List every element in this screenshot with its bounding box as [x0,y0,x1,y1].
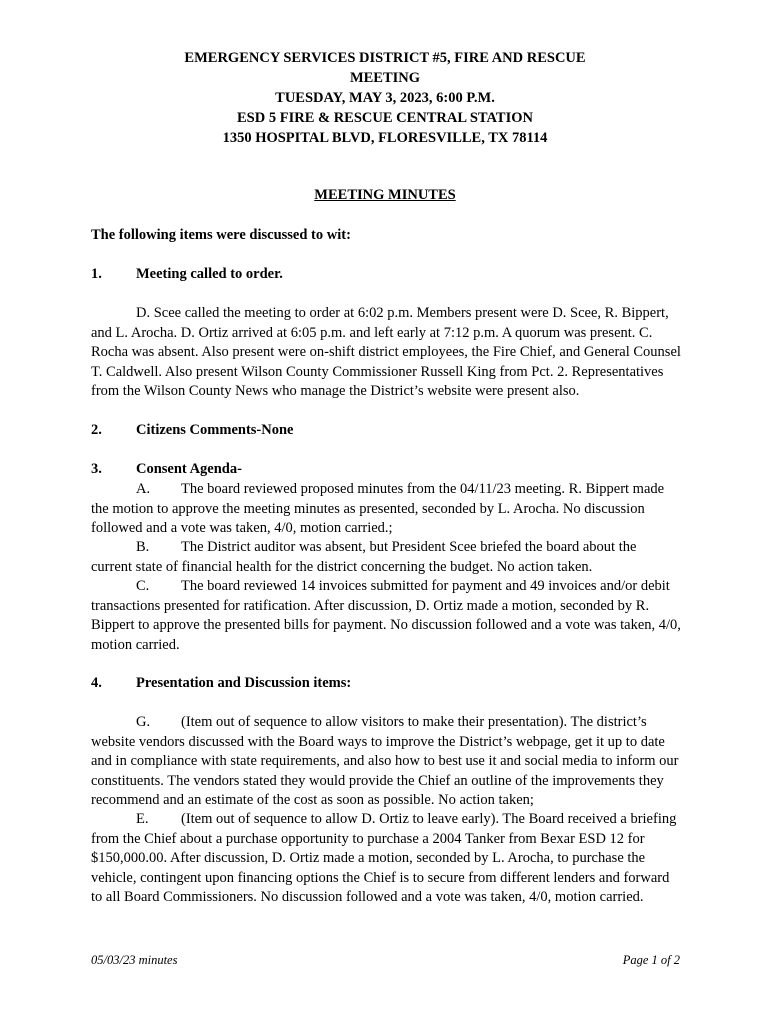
item-b-paragraph [91,538,681,577]
section-title: Citizens Comments-None [136,422,294,438]
item-letter: G. [136,714,151,730]
meeting-header [0,48,770,148]
section-number: 1. [91,266,102,282]
header-line-1: EMERGENCY SERVICES DISTRICT #5, FIRE AND RESCUE [184,50,586,66]
section-1-heading [91,266,283,283]
section-title: Consent Agenda- [136,461,242,477]
section-2-heading [91,422,293,439]
item-text: (Item out of sequence to allow D. Ortiz to leave early). The Board received a briefing from the Chief about a purchase opportunity to purchase a 2004 Tanker from Bexar ESD 12 for $150,000.00. After discussion, D. Ortiz made a motion, seconded by L. Arocha, to purchase the vehicle, contingent upon financing options the Chief is to secure from different lenders and forward to all Board Commissioners. No discussion followed and a vote was taken, 4/0, motion carried. [91,811,677,905]
footer-page-number: Page 1 of 2 [622,953,680,967]
footer-date: 05/03/23 minutes [91,953,178,967]
section-number: 2. [91,422,102,438]
section-number: 4. [91,675,102,691]
item-e-paragraph [91,810,681,908]
item-letter: C. [136,578,150,594]
item-text: (Item out of sequence to allow visitors to make their presentation). The district’s website vendors discussed with the Board ways to improve the District’s webpage, get it up to date and in compliance with state requirements, and also how to best use it and social media to inform our constituents. The vendors stated they would provide the Chief an outline of the improvements they recommend and an estimate of the cost as soon as possible. No action taken; [91,714,679,808]
item-letter: A. [136,481,151,497]
header-line-3: TUESDAY, MAY 3, 2023, 6:00 P.M. [275,90,495,106]
item-text: The District auditor was absent, but President Scee briefed the board about the current state of financial health for the district concerning the budget. No action taken. [91,539,637,575]
section-3-heading [91,461,242,478]
item-letter: E. [136,811,149,827]
item-c-paragraph [91,577,681,655]
header-line-2: MEETING [349,70,421,86]
item-text: The board reviewed proposed minutes from the 04/11/23 meeting. R. Bippert made the motion to approve the meeting minutes as presented, seconded by L. Arocha. No discussion followed and a vote was taken, 4/0, motion carried.; [91,481,665,536]
section-title: Presentation and Discussion items: [136,675,352,691]
item-a-paragraph [91,480,681,539]
item-g-paragraph [91,713,681,811]
section-title: Meeting called to order. [136,266,283,282]
item-text: The board reviewed 14 invoices submitted for payment and 49 invoices and/or debit transactions presented for ratification. After discussion, D. Ortiz made a motion, seconded by R. Bippert to approve the presented bills for payment. No discussion followed and a vote was taken, 4/0, motion carried. [91,578,681,653]
header-line-4: ESD 5 FIRE & RESCUE CENTRAL STATION [237,110,533,126]
header-line-5: 1350 HOSPITAL BLVD, FLORESVILLE, TX 78114 [222,130,548,146]
minutes-title: MEETING MINUTES [314,187,456,203]
section-1-paragraph [91,304,681,402]
section-number: 3. [91,461,102,477]
item-letter: B. [136,539,150,555]
section-4-heading [91,675,351,692]
intro-text: The following items were discussed to wit: [91,227,351,243]
paragraph-text: D. Scee called the meeting to order at 6:02 p.m. Members present were D. Scee, R. Bippert, and L. Arocha. D. Ortiz arrived at 6:05 p.m. and left early at 7:12 p.m. A quorum was present. C. Rocha was absent. Also present were on-shift district employees, the Fire Chief, and General Counsel T. Caldwell. Also present Wilson County Commissioner Russell King from Pct. 2. Representatives from the Wilson County News who manage the District’s website were present also. [91,305,681,399]
